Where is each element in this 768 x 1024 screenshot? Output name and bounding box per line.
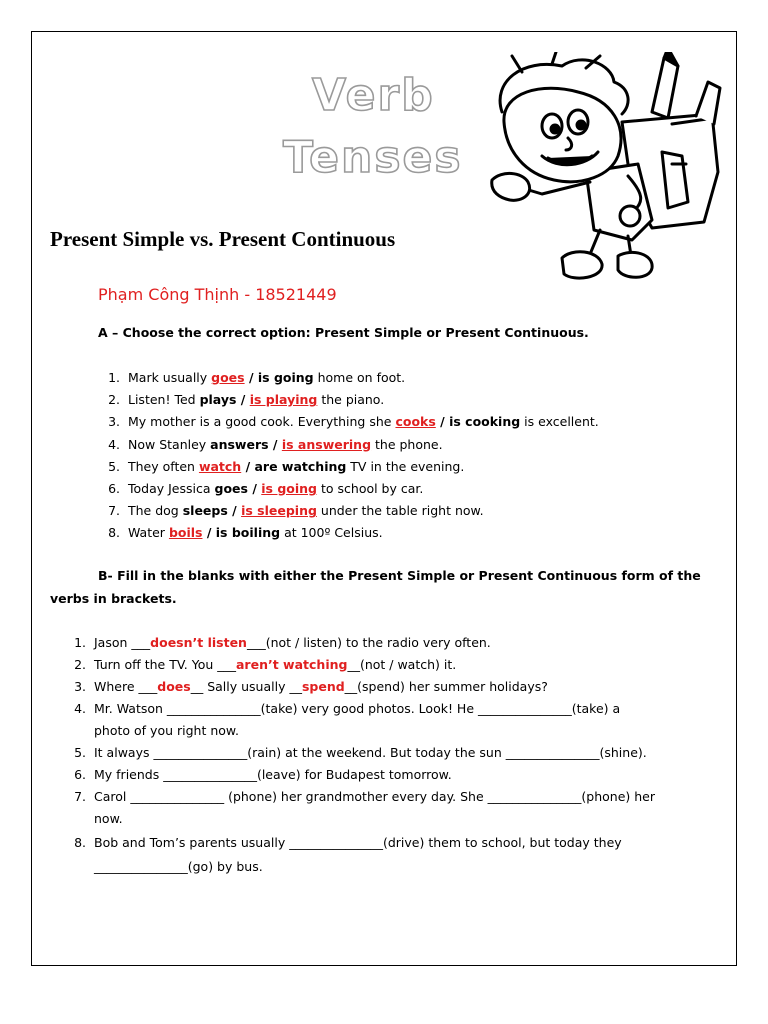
item-number: 8. bbox=[108, 525, 120, 541]
item-text: at 100º Celsius. bbox=[280, 525, 383, 541]
item-number: 2. bbox=[108, 392, 120, 408]
option-separator: / bbox=[241, 458, 255, 474]
item-number: 3. bbox=[74, 679, 86, 694]
option-2: is sleeping bbox=[241, 503, 317, 519]
item-text: Jason ___ bbox=[94, 635, 151, 650]
item-text: is excellent. bbox=[520, 414, 599, 430]
option-2: is cooking bbox=[449, 414, 521, 430]
option-1: cooks bbox=[395, 414, 436, 430]
option-1: watch bbox=[198, 458, 242, 474]
option-separator: / bbox=[247, 481, 262, 496]
item-text: They often bbox=[128, 458, 199, 474]
item-number: 6. bbox=[108, 481, 120, 496]
item-number: 1. bbox=[74, 635, 86, 650]
item-text: Water bbox=[128, 525, 169, 541]
item-text: Bob and Tom’s parents usually _______________(drive) them to school, but today they bbox=[94, 835, 622, 850]
item-text: My mother is a good cook. Everything she bbox=[128, 414, 396, 430]
section-b-instruction-line2: verbs in brackets. bbox=[50, 591, 177, 606]
answer-text: spend bbox=[301, 679, 345, 694]
item-text: Now Stanley bbox=[128, 436, 211, 452]
item-text: Listen! Ted bbox=[128, 392, 200, 408]
item-text: Mr. Watson _______________(take) very good photos. Look! He _______________(take) a bbox=[94, 701, 621, 716]
item-number: 6. bbox=[74, 767, 86, 782]
item-text: under the table right now. bbox=[316, 503, 484, 519]
section-b-item bbox=[64, 835, 622, 850]
item-text: Where ___ bbox=[94, 679, 158, 694]
option-1: sleeps bbox=[182, 503, 228, 519]
option-separator: / bbox=[435, 414, 450, 430]
option-2: is playing bbox=[249, 392, 318, 408]
option-separator: / bbox=[268, 436, 282, 452]
item-number: 5. bbox=[108, 458, 120, 474]
author-name: Phạm Công Thịnh - 18521449 bbox=[98, 285, 337, 304]
section-a-item bbox=[98, 459, 464, 474]
section-b-instruction-line1: B- Fill in the blanks with either the Present Simple or Present Continuous form of the bbox=[98, 568, 701, 583]
item-text: to school by car. bbox=[317, 481, 424, 496]
section-a-item bbox=[98, 370, 405, 385]
section-a-item bbox=[98, 525, 383, 540]
item-text: home on foot. bbox=[313, 370, 406, 385]
option-2: is boiling bbox=[215, 525, 281, 541]
option-separator: / bbox=[244, 370, 258, 385]
section-b-item bbox=[64, 701, 620, 716]
item-text: the piano. bbox=[317, 392, 385, 408]
section-b-item bbox=[64, 679, 548, 694]
answer-text: does bbox=[157, 679, 191, 694]
page-heading: Present Simple vs. Present Continuous bbox=[50, 227, 396, 251]
option-1: answers bbox=[210, 436, 269, 452]
section-a-item bbox=[98, 392, 384, 407]
item-number: 5. bbox=[74, 745, 86, 760]
option-2: is answering bbox=[281, 436, 372, 452]
item-text: Today Jessica bbox=[128, 481, 215, 496]
option-separator: / bbox=[236, 392, 250, 408]
option-2: is going bbox=[261, 481, 318, 496]
section-b-item bbox=[64, 657, 456, 672]
section-a-item bbox=[98, 481, 423, 496]
item-number: 4. bbox=[108, 436, 120, 452]
item-number: 4. bbox=[74, 701, 86, 716]
section-b-item-continuation: _______________(go) by bus. bbox=[94, 859, 263, 874]
item-text: __(not / watch) it. bbox=[347, 657, 457, 672]
section-b-item-continuation: photo of you right now. bbox=[94, 723, 239, 738]
item-text: ___(not / listen) to the radio very often. bbox=[246, 635, 491, 650]
cartoon-boy-illustration bbox=[482, 52, 722, 292]
item-text: Carol _______________ (phone) her grandmother every day. She _______________(phone) her bbox=[94, 789, 655, 804]
option-2: are watching bbox=[254, 458, 347, 474]
item-text: Mark usually bbox=[128, 370, 212, 385]
item-number: 1. bbox=[108, 370, 120, 385]
section-a-instruction: A – Choose the correct option: Present Simple or Present Continuous. bbox=[98, 325, 589, 340]
section-a-item bbox=[98, 503, 484, 518]
option-2: is going bbox=[257, 370, 314, 385]
item-text: Turn off the TV. You ___ bbox=[94, 657, 236, 672]
item-number: 7. bbox=[74, 789, 86, 804]
item-text: TV in the evening. bbox=[346, 458, 465, 474]
item-number: 8. bbox=[74, 835, 86, 850]
section-b-item bbox=[64, 635, 491, 650]
section-b-item bbox=[64, 745, 647, 760]
item-text: __ Sally usually __ bbox=[190, 679, 302, 694]
answer-text: aren’t watching bbox=[236, 657, 348, 672]
section-a-item bbox=[98, 437, 443, 452]
item-text: The dog bbox=[128, 503, 183, 519]
section-b-item bbox=[64, 789, 655, 804]
section-a-item bbox=[98, 414, 599, 429]
option-1: plays bbox=[199, 392, 237, 408]
section-b-item-continuation: now. bbox=[94, 811, 123, 826]
answer-text: doesn’t listen bbox=[150, 635, 247, 650]
option-1: goes bbox=[211, 370, 245, 385]
item-number: 2. bbox=[74, 657, 86, 672]
option-1: goes bbox=[214, 481, 248, 496]
option-separator: / bbox=[227, 503, 242, 519]
item-text: the phone. bbox=[371, 436, 443, 452]
title-verb: Verb bbox=[312, 70, 435, 121]
item-text: It always _______________(rain) at the weekend. But today the sun _______________(shine). bbox=[94, 745, 647, 760]
title-tenses: Tenses bbox=[283, 132, 463, 183]
item-number: 3. bbox=[108, 414, 120, 430]
item-number: 7. bbox=[108, 503, 120, 519]
item-text: __(spend) her summer holidays? bbox=[344, 679, 548, 694]
item-text: My friends _______________(leave) for Budapest tomorrow. bbox=[94, 767, 452, 782]
section-b-item bbox=[64, 767, 452, 782]
option-1: boils bbox=[168, 525, 203, 541]
option-separator: / bbox=[202, 525, 216, 541]
